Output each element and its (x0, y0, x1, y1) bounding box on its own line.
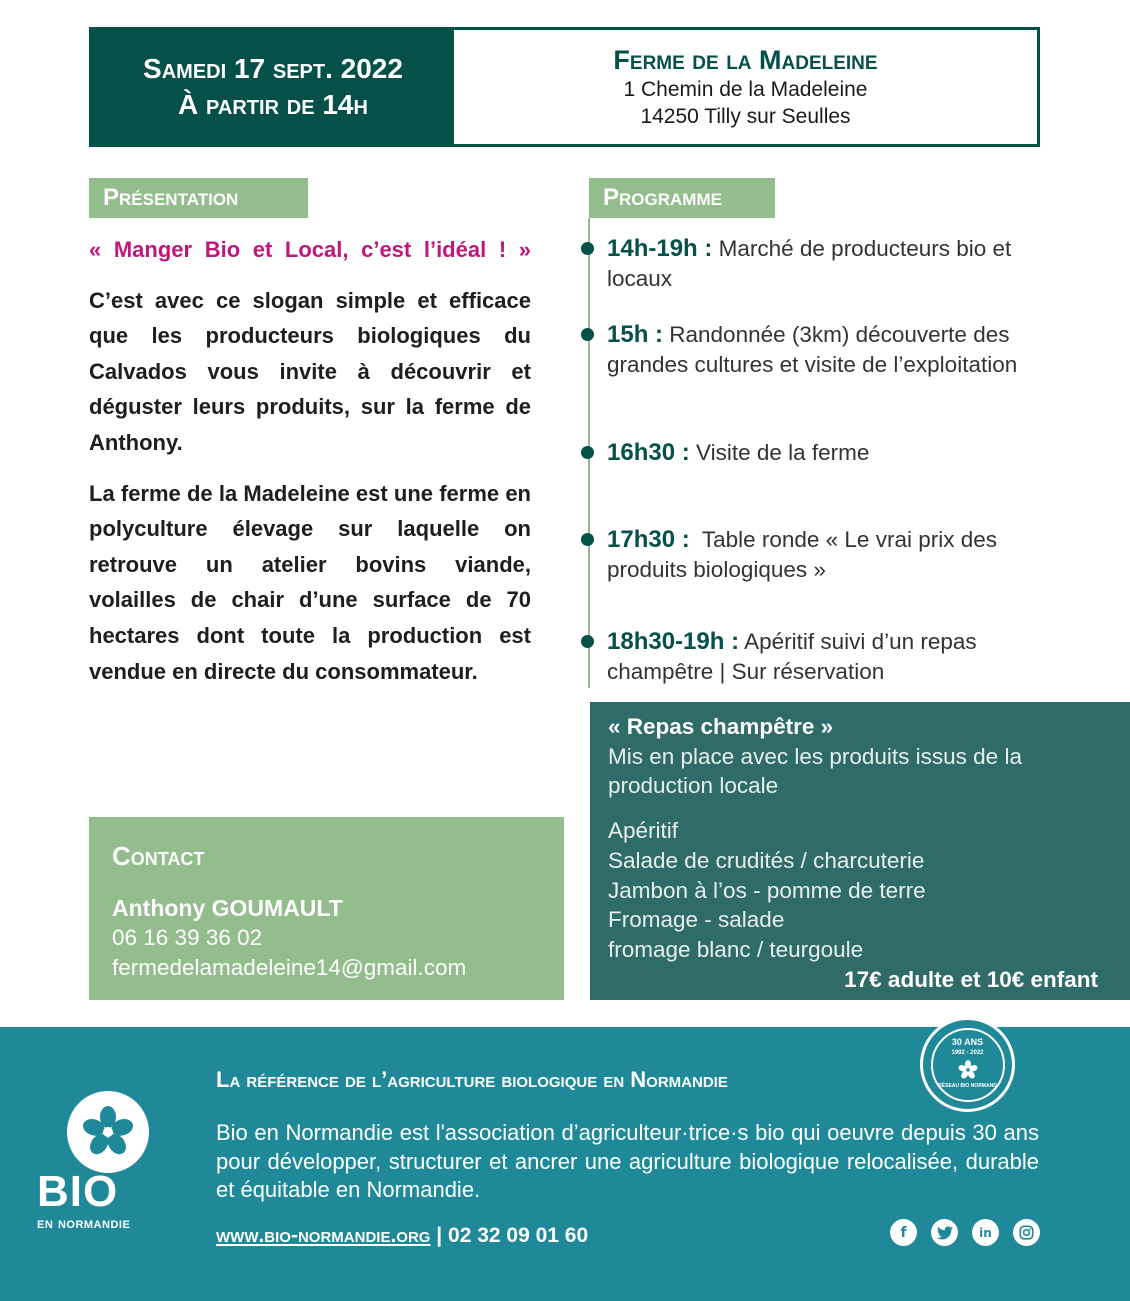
repas-box (590, 702, 1130, 1000)
farm-name: Ferme de la Madeleine (613, 45, 878, 75)
event-header (89, 27, 1040, 147)
programme-desc: Table ronde « Le vrai prix des produits biologiques » (607, 527, 1004, 582)
logo-subtext: en normandie (37, 1215, 131, 1232)
menu-item: Apéritif (608, 818, 679, 844)
programme-item (607, 525, 1037, 585)
social-links (890, 1219, 1040, 1246)
logo-text: BIO (37, 1167, 119, 1216)
links-separator: | (430, 1224, 449, 1247)
slogan: « Manger Bio et Local, c’est l’idéal ! » (89, 237, 531, 262)
anniversary-badge (920, 1017, 1015, 1112)
repas-title: « Repas champêtre » (608, 714, 834, 739)
presentation-paragraph-1: C’est avec ce slogan simple et efficace que les producteurs biologiques du Calvados vous invite à découvrir et déguster leurs produits, sur la ferme de Anthony. (89, 287, 531, 455)
timeline-dot (581, 242, 594, 255)
programme-time: 18h30-19h : (607, 628, 740, 655)
programme-time: 16h30 : (607, 439, 690, 466)
menu-item: Jambon à l’os - pomme de terre (608, 877, 926, 903)
repas-subtitle: Mis en place avec les produits issus de la production locale (608, 743, 1022, 799)
repas-price: 17€ adulte et 10€ enfant (844, 966, 1098, 992)
event-location-block (454, 30, 1037, 144)
presentation-text (89, 232, 531, 689)
contact-name: Anthony GOUMAULT (112, 895, 343, 921)
contact-email[interactable]: fermedelamadeleine14@gmail.com (112, 955, 467, 980)
presentation-paragraph-2: La ferme de la Madeleine est une ferme en polyculture élevage sur laquelle on retrouve un atelier bovins viande, volailles de chair d’une surface de 70 hectares dont toute la production est vendue en directe du consommateur. (89, 480, 531, 684)
event-time: À partir de 14h (178, 89, 368, 120)
linkedin-icon[interactable]: in (972, 1219, 999, 1246)
timeline-dot (581, 635, 594, 648)
flower-logo-icon (67, 1091, 149, 1173)
timeline-dot (581, 446, 594, 459)
footer-phone[interactable]: 02 32 09 01 60 (448, 1224, 589, 1247)
facebook-icon[interactable]: f (890, 1219, 917, 1246)
footer (0, 1027, 1130, 1301)
programme-desc: Marché de producteurs bio et locaux (607, 236, 1012, 291)
timeline-dot (581, 533, 594, 546)
programme-heading: Programme (589, 178, 775, 218)
address-line2: 14250 Tilly sur Seulles (640, 105, 851, 128)
website-link[interactable]: www.bio-normandie.org (216, 1224, 431, 1247)
menu-item: fromage blanc / teurgoule (608, 936, 864, 962)
timeline-dot (581, 328, 594, 341)
repas-menu (608, 816, 1102, 965)
programme-desc: Randonnée (3km) découverte des grandes cultures et visite de l’exploitation (607, 322, 1018, 377)
event-date: Samedi 17 sept. 2022 (143, 53, 403, 84)
contact-box (89, 817, 564, 1000)
programme-item (607, 320, 1037, 380)
address-line1: 1 Chemin de la Madeleine (623, 78, 868, 101)
programme-desc: Apéritif suivi d’un repas champêtre | Sur réservation (607, 629, 977, 684)
badge-years: 1992 - 2022 (951, 1050, 984, 1056)
presentation-heading: Présentation (89, 178, 308, 218)
programme-time: 15h : (607, 321, 664, 348)
programme-desc: Visite de la ferme (689, 440, 870, 465)
event-date-block (92, 30, 454, 144)
footer-description: Bio en Normandie est l'association d’agriculteur·trice·s bio qui oeuvre depuis 30 ans pour développer, structurer et ancrer une agriculture biologique relocalisée, durable et équitable en Normandie. (216, 1120, 1039, 1202)
badge-flower-icon (957, 1059, 979, 1081)
instagram-icon[interactable] (1013, 1219, 1040, 1246)
menu-item: Salade de crudités / charcuterie (608, 847, 925, 873)
programme-item (607, 438, 1037, 468)
badge-network: RÉSEAU BIO NORMAND (938, 1083, 997, 1089)
contact-phone[interactable]: 06 16 39 36 02 (112, 925, 263, 950)
programme-item (607, 234, 1037, 294)
programme-time: 17h30 : (607, 526, 690, 553)
programme-item (607, 627, 1037, 687)
flower-icon (79, 1103, 137, 1161)
twitter-icon[interactable] (931, 1219, 958, 1246)
programme-time: 14h-19h : (607, 235, 713, 262)
contact-title: Contact (112, 841, 205, 871)
footer-heading: La référence de l’agriculture biologique en Normandie (216, 1067, 728, 1092)
footer-links (216, 1224, 588, 1248)
menu-item: Fromage - salade (608, 907, 785, 933)
badge-title: 30 ANS (951, 1037, 984, 1047)
